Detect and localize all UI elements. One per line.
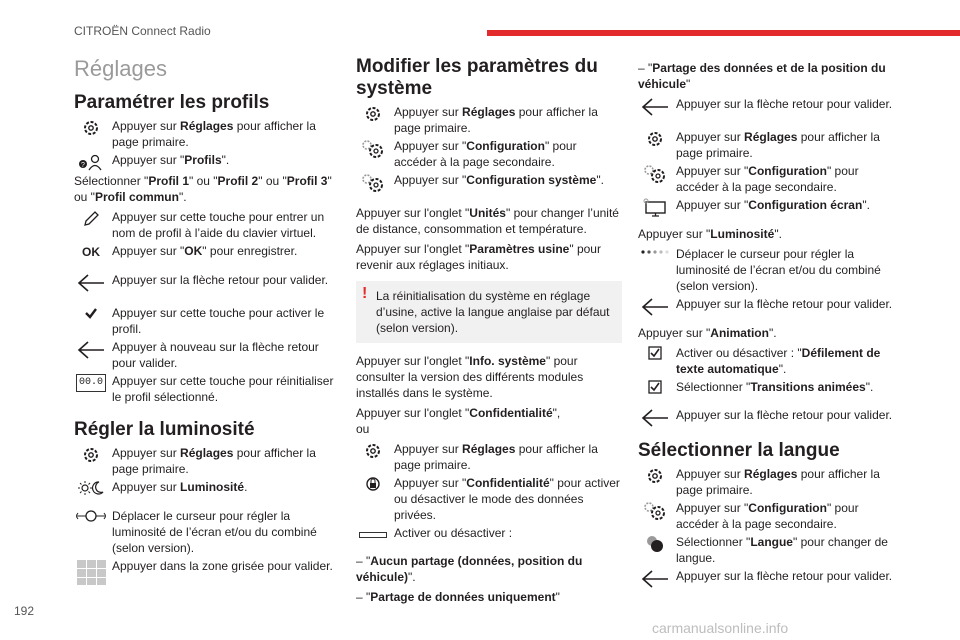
ok-icon: OK xyxy=(82,244,100,259)
back-arrow-icon xyxy=(638,296,672,317)
option-data-only: – "Partage de données uniquement" xyxy=(356,589,560,604)
reset-icon: 00.0 xyxy=(76,374,106,392)
header-accent-bar xyxy=(487,30,960,36)
step-settings: Appuyer sur Réglages pour afficher la page primaire. xyxy=(356,104,622,136)
sun-moon-icon xyxy=(74,479,108,496)
screen-icon xyxy=(638,197,672,218)
back-arrow-icon xyxy=(638,96,672,117)
grey-zone-icon xyxy=(76,559,106,585)
svg-text:?: ? xyxy=(81,161,85,169)
watermark: carmanualsonline.info xyxy=(652,620,789,636)
checkmark-icon xyxy=(74,305,108,320)
profile-help-icon xyxy=(74,152,108,171)
dots-slider-icon xyxy=(638,246,672,257)
step-bold: Réglages xyxy=(180,118,234,133)
step-settings: Appuyer sur Réglages pour afficher la page primaire. xyxy=(74,445,340,477)
step-back xyxy=(638,296,904,317)
step-slider xyxy=(638,246,904,294)
step-text: Appuyer à nouveau sur la flèche retour pour valider. xyxy=(112,339,319,370)
header-title: CITROËN Connect Radio xyxy=(74,24,211,38)
step-settings: Appuyer sur Réglages pour afficher la page primaire. xyxy=(638,466,904,498)
step-text: Appuyer dans la zone grisée pour valider. xyxy=(112,558,333,573)
warning-text: La réinitialisation du système en réglage d’usine, active la langue anglaise par défaut (selon version). xyxy=(376,288,610,335)
step-text: Appuyer sur cette touche pour activer le profil. xyxy=(112,305,325,336)
step-text: Appuyer sur la flèche retour pour valider. xyxy=(676,408,893,422)
back-arrow-icon xyxy=(74,272,108,293)
step-rename xyxy=(74,209,340,241)
slider-icon xyxy=(74,508,108,523)
or-text: ou xyxy=(356,421,370,436)
step-grey-zone xyxy=(74,558,340,585)
back-arrow-icon xyxy=(638,568,672,589)
step-autoscroll: Activer ou désactiver : "Défilement de texte automatique". xyxy=(638,345,904,377)
step-ok: OK Appuyer sur "OK" pour enregistrer. xyxy=(82,243,298,259)
step-settings: Appuyer sur Réglages pour afficher la page primaire. xyxy=(638,129,904,161)
double-gear-icon xyxy=(356,172,390,193)
page-title: Réglages xyxy=(74,56,167,81)
section-heading-profiles: Paramétrer les profils xyxy=(74,92,270,113)
step-configuration: Appuyer sur "Configuration" pour accéder à la page secondaire. xyxy=(356,138,622,170)
step-reset xyxy=(74,373,340,405)
back-arrow-icon xyxy=(638,407,672,428)
step-text: Activer ou désactiver : xyxy=(394,525,513,540)
checkbox-icon xyxy=(638,379,672,394)
step-back xyxy=(638,568,904,589)
gear-icon xyxy=(74,445,108,464)
step-profiles xyxy=(74,152,340,171)
brightness-text: Appuyer sur "Luminosité". xyxy=(638,227,782,241)
back-arrow-icon xyxy=(74,339,108,360)
pencil-icon xyxy=(74,209,108,228)
gear-icon xyxy=(356,104,390,123)
column-middle xyxy=(356,52,622,609)
step-screen-config: Appuyer sur "Configuration écran". xyxy=(638,197,904,218)
step-privacy: Appuyer sur "Confidentialité" pour activer ou désactiver le mode des données privées. xyxy=(356,475,622,523)
warning-box xyxy=(356,281,622,343)
step-text: Appuyer sur la flèche retour pour valider. xyxy=(676,297,893,311)
step-activate xyxy=(74,305,340,337)
step-settings: Appuyer sur Réglages pour afficher la page primaire. xyxy=(356,441,622,473)
step-text: Appuyer sur " xyxy=(112,152,185,167)
step-system-config: Appuyer sur "Configuration système". xyxy=(356,172,622,193)
step-text: pour afficher la page primaire. xyxy=(112,118,316,149)
section-heading-brightness: Régler la luminosité xyxy=(74,418,255,440)
option-data-position: – "Partage des données et de la position du véhicule" xyxy=(638,61,886,91)
step-back xyxy=(638,407,904,428)
step-configuration: Appuyer sur "Configuration" pour accéder à la page secondaire. xyxy=(638,163,904,195)
step-text: Appuyer sur la flèche retour pour valider. xyxy=(676,568,893,583)
step-language: Sélectionner "Langue" pour changer de langue. xyxy=(638,534,904,566)
column-left xyxy=(74,52,340,587)
privacy-lock-icon xyxy=(356,475,390,496)
step-back-again xyxy=(74,339,340,371)
step-text: Appuyer sur xyxy=(112,118,181,133)
gear-icon xyxy=(638,466,672,485)
column-right xyxy=(638,52,904,591)
step-transitions: Sélectionner "Transitions animées". xyxy=(638,379,904,395)
step-back xyxy=(74,272,340,293)
step-brightness: Appuyer sur Luminosité. xyxy=(74,479,340,496)
animation-text: Appuyer sur "Animation". xyxy=(638,326,777,340)
step-text: Appuyer sur cette touche pour réinitialiser le profil sélectionné. xyxy=(112,373,334,404)
section-heading-system: Modifier les paramètres du système xyxy=(356,56,598,99)
double-gear-icon xyxy=(638,163,672,184)
step-back xyxy=(638,96,904,117)
gear-icon xyxy=(638,129,672,148)
step-text: Appuyer sur la flèche retour pour valider. xyxy=(112,272,329,287)
language-icon xyxy=(638,534,672,553)
gear-icon xyxy=(356,441,390,460)
step-text: Déplacer le curseur pour régler la luminosité de l’écran et/ou du combiné (selon version). xyxy=(112,508,317,555)
step-text: Appuyer sur la flèche retour pour valider. xyxy=(676,97,893,111)
privacy-text: Appuyer sur l'onglet "Confidentialité", xyxy=(356,405,561,420)
step-settings xyxy=(74,118,340,150)
double-gear-icon xyxy=(638,500,672,521)
toggle-icon xyxy=(359,532,387,538)
checkbox-icon xyxy=(638,345,672,360)
option-no-sharing: – "Aucun partage (données, position du véhicule)". xyxy=(356,553,583,584)
step-bold: Profils xyxy=(184,152,222,167)
units-text: Appuyer sur l'onglet "Unités" pour changer l’unité de distance, consommation et température. xyxy=(356,205,619,236)
section-heading-language: Sélectionner la langue xyxy=(638,440,840,461)
profile-select-text: Sélectionner "Profil 1" ou "Profil 2" ou "Profil 3" ou "Profil commun". xyxy=(74,173,332,204)
step-configuration: Appuyer sur "Configuration" pour accéder à la page secondaire. xyxy=(638,500,904,532)
info-text: Appuyer sur l'onglet "Info. système" pour consulter la version des différents modules installés dans le système. xyxy=(356,353,584,400)
step-text: Déplacer le curseur pour régler la luminosité de l’écran et/ou du combiné (selon version). xyxy=(676,247,881,293)
step-slider xyxy=(74,508,340,556)
gear-icon xyxy=(74,118,108,137)
warning-icon: ! xyxy=(362,284,368,302)
step-toggle xyxy=(356,525,622,541)
double-gear-icon xyxy=(356,138,390,159)
step-text: ". xyxy=(221,152,230,167)
page-number: 192 xyxy=(14,604,35,618)
step-text: Appuyer sur cette touche pour entrer un nom de profil à l’aide du clavier virtuel. xyxy=(112,209,325,240)
factory-text: Appuyer sur l'onglet "Paramètres usine" pour revenir aux réglages initiaux. xyxy=(356,241,601,272)
